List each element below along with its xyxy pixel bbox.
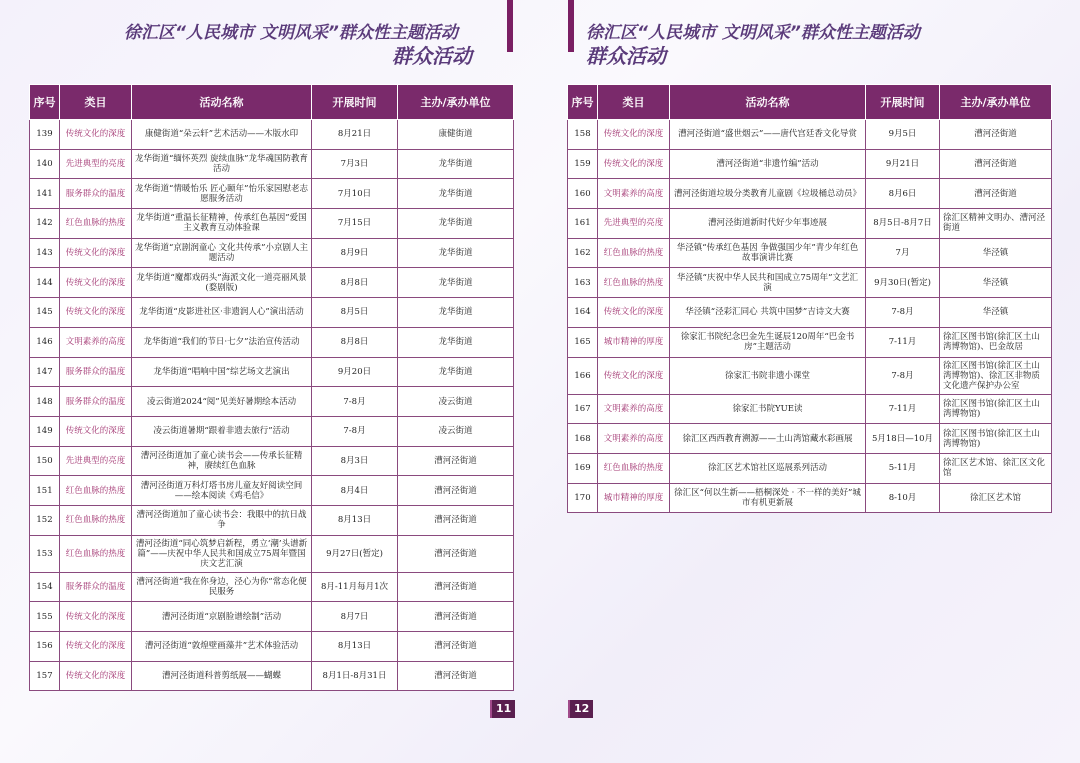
row-number: 142 (30, 209, 60, 239)
row-time: 7-8月 (866, 357, 940, 394)
row-time: 7-8月 (312, 416, 398, 446)
row-time: 8月21日 (312, 120, 398, 150)
row-number: 145 (30, 298, 60, 328)
row-organizer: 龙华街道 (398, 179, 514, 209)
row-organizer: 徐汇区艺术馆、徐汇区文化馆 (940, 453, 1052, 483)
row-category: 传统文化的深度 (598, 298, 670, 328)
row-number: 170 (568, 483, 598, 513)
row-number: 155 (30, 602, 60, 632)
row-organizer: 徐汇区艺术馆 (940, 483, 1052, 513)
row-activity-name: 漕河泾街道“同心筑梦启新程，勇立‘潮’头谱新篇”——庆祝中华人民共和国成立75周年暨国庆文艺汇演 (132, 535, 312, 572)
row-organizer: 龙华街道 (398, 268, 514, 298)
row-activity-name: 龙华街道“重温长征精神，传承红色基因”爱国主义教育互动体验课 (132, 209, 312, 239)
table-row (30, 327, 514, 357)
row-organizer: 漕河泾街道 (940, 120, 1052, 150)
row-activity-name: 凌云街道暑期“跟着非遗去旅行”活动 (132, 416, 312, 446)
row-time: 8月13日 (312, 632, 398, 662)
row-number: 159 (568, 149, 598, 179)
row-number: 141 (30, 179, 60, 209)
row-category: 传统文化的深度 (60, 602, 132, 632)
row-organizer: 漕河泾街道 (398, 661, 514, 691)
row-organizer: 龙华街道 (398, 357, 514, 387)
row-category: 传统文化的深度 (598, 120, 670, 150)
row-number: 168 (568, 424, 598, 454)
row-organizer: 龙华街道 (398, 149, 514, 179)
table-row (568, 238, 1052, 268)
column-header: 序号 (30, 85, 60, 120)
row-activity-name: 徐汇区“何以生新——梧桐深处 · 不一样的美好”城市有机更新展 (670, 483, 866, 513)
table-row (30, 238, 514, 268)
table-row (30, 632, 514, 662)
row-organizer: 康健街道 (398, 120, 514, 150)
title-accent-bar (568, 0, 574, 52)
row-organizer: 漕河泾街道 (398, 632, 514, 662)
activity-table-left (29, 84, 514, 691)
row-organizer: 华泾镇 (940, 238, 1052, 268)
row-number: 162 (568, 238, 598, 268)
column-header: 类目 (598, 85, 670, 120)
table-row (568, 357, 1052, 394)
row-time: 7月3日 (312, 149, 398, 179)
column-header: 主办/承办单位 (940, 85, 1052, 120)
row-category: 红色血脉的热度 (598, 238, 670, 268)
row-time: 8月5日 (312, 298, 398, 328)
row-time: 5月18日—10月 (866, 424, 940, 454)
row-time: 7-11月 (866, 394, 940, 424)
row-number: 157 (30, 661, 60, 691)
row-number: 151 (30, 476, 60, 506)
table-row (30, 298, 514, 328)
row-activity-name: 漕河泾街道“盛世烟云”——唐代宫廷香文化导赏 (670, 120, 866, 150)
row-number: 164 (568, 298, 598, 328)
row-time: 8月5日-8月7日 (866, 209, 940, 239)
table-row (30, 572, 514, 602)
column-header: 类目 (60, 85, 132, 120)
row-organizer: 龙华街道 (398, 209, 514, 239)
row-number: 165 (568, 327, 598, 357)
row-number: 152 (30, 505, 60, 535)
row-category: 传统文化的深度 (60, 238, 132, 268)
row-category: 文明素养的高度 (598, 394, 670, 424)
table-row (30, 268, 514, 298)
title-accent-bar (507, 0, 513, 52)
page-title-line1: 徐汇区“人民城市 文明风采”群众性主题活动 (124, 23, 458, 43)
row-number: 163 (568, 268, 598, 298)
table-row (568, 453, 1052, 483)
row-number: 146 (30, 327, 60, 357)
table-header-row (30, 85, 514, 120)
row-organizer: 龙华街道 (398, 327, 514, 357)
table-row (30, 505, 514, 535)
row-category: 服务群众的温度 (60, 387, 132, 417)
row-organizer: 徐汇区图书馆(徐汇区土山湾博物馆)、巴金故居 (940, 327, 1052, 357)
row-category: 城市精神的厚度 (598, 483, 670, 513)
table-row (568, 268, 1052, 298)
row-category: 传统文化的深度 (598, 149, 670, 179)
row-category: 红色血脉的热度 (60, 535, 132, 572)
column-header: 开展时间 (866, 85, 940, 120)
row-number: 156 (30, 632, 60, 662)
row-activity-name: 龙华街道“缅怀英烈 旋续血脉”龙华魂国防教育活动 (132, 149, 312, 179)
row-organizer: 漕河泾街道 (940, 179, 1052, 209)
row-time: 8月7日 (312, 602, 398, 632)
row-time: 7月15日 (312, 209, 398, 239)
table-row (568, 209, 1052, 239)
column-header: 主办/承办单位 (398, 85, 514, 120)
row-activity-name: 漕河泾街道万科灯塔书房儿童友好阅读空间——绘本阅读《鸡毛信》 (132, 476, 312, 506)
column-header: 活动名称 (670, 85, 866, 120)
row-category: 传统文化的深度 (60, 268, 132, 298)
row-activity-name: 华泾镇“传承红色基因 争做强国少年”青少年红色故事演讲比赛 (670, 238, 866, 268)
row-number: 139 (30, 120, 60, 150)
table-header-row (568, 85, 1052, 120)
table-row (30, 416, 514, 446)
row-category: 传统文化的深度 (598, 357, 670, 394)
page-title-line1: 徐汇区“人民城市 文明风采”群众性主题活动 (586, 23, 920, 43)
row-activity-name: 龙华街道“唱响中国”综艺场文艺演出 (132, 357, 312, 387)
row-category: 传统文化的深度 (60, 298, 132, 328)
row-number: 169 (568, 453, 598, 483)
table-row (568, 298, 1052, 328)
row-organizer: 龙华街道 (398, 298, 514, 328)
row-time: 7-8月 (866, 298, 940, 328)
row-number: 150 (30, 446, 60, 476)
row-time: 8月6日 (866, 179, 940, 209)
row-organizer: 漕河泾街道 (398, 505, 514, 535)
row-number: 158 (568, 120, 598, 150)
activity-table-right (567, 84, 1052, 513)
row-organizer: 龙华街道 (398, 238, 514, 268)
row-activity-name: 凌云街道2024“阅”见美好暑期绘本活动 (132, 387, 312, 417)
row-category: 服务群众的温度 (60, 357, 132, 387)
row-time: 9月21日 (866, 149, 940, 179)
row-organizer: 漕河泾街道 (398, 572, 514, 602)
row-number: 166 (568, 357, 598, 394)
row-category: 传统文化的深度 (60, 632, 132, 662)
row-time: 8月1日-8月31日 (312, 661, 398, 691)
row-category: 先进典型的亮度 (60, 149, 132, 179)
row-number: 154 (30, 572, 60, 602)
table-row (30, 602, 514, 632)
table-row (30, 209, 514, 239)
column-header: 序号 (568, 85, 598, 120)
row-activity-name: 漕河泾街道“京剧脸谱绘制”活动 (132, 602, 312, 632)
row-time: 8月3日 (312, 446, 398, 476)
row-category: 传统文化的深度 (60, 416, 132, 446)
row-activity-name: 龙华街道“京剧润童心 文化共传承”小京剧人主题活动 (132, 238, 312, 268)
row-organizer: 漕河泾街道 (398, 602, 514, 632)
table-row (30, 387, 514, 417)
row-activity-name: 龙华街道“皮影进社区·非遗润人心”演出活动 (132, 298, 312, 328)
table-row (568, 149, 1052, 179)
table-row (568, 179, 1052, 209)
row-category: 服务群众的温度 (60, 179, 132, 209)
row-time: 7月10日 (312, 179, 398, 209)
page-number: 11 (490, 700, 515, 718)
row-time: 8月8日 (312, 268, 398, 298)
table-row (30, 476, 514, 506)
row-category: 传统文化的深度 (60, 661, 132, 691)
row-number: 148 (30, 387, 60, 417)
table-row (30, 535, 514, 572)
row-activity-name: 漕河泾街道加了童心读书会——传承长征精神，赓续红色血脉 (132, 446, 312, 476)
table-row (30, 661, 514, 691)
table-row (30, 357, 514, 387)
row-category: 红色血脉的热度 (598, 453, 670, 483)
row-time: 8月8日 (312, 327, 398, 357)
table-row (30, 179, 514, 209)
row-time: 9月20日 (312, 357, 398, 387)
row-activity-name: 徐家汇书院非遗小课堂 (670, 357, 866, 394)
row-time: 9月27日(暂定) (312, 535, 398, 572)
row-activity-name: 漕河泾街道加了童心读书会：我眼中的抗日战争 (132, 505, 312, 535)
row-organizer: 漕河泾街道 (398, 446, 514, 476)
row-number: 160 (568, 179, 598, 209)
table-row (568, 327, 1052, 357)
column-header: 开展时间 (312, 85, 398, 120)
table-row (30, 120, 514, 150)
row-number: 144 (30, 268, 60, 298)
row-organizer: 漕河泾街道 (398, 476, 514, 506)
column-header: 活动名称 (132, 85, 312, 120)
row-number: 149 (30, 416, 60, 446)
row-time: 9月30日(暂定) (866, 268, 940, 298)
row-activity-name: 徐家汇书院YUE读 (670, 394, 866, 424)
row-time: 8月-11月每月1次 (312, 572, 398, 602)
row-number: 143 (30, 238, 60, 268)
row-category: 服务群众的温度 (60, 572, 132, 602)
row-activity-name: 龙华街道“我们的节日·七夕”法治宣传活动 (132, 327, 312, 357)
row-activity-name: 康健街道“朵云轩”艺术活动——木版水印 (132, 120, 312, 150)
row-time: 7-11月 (866, 327, 940, 357)
table-row (568, 394, 1052, 424)
row-activity-name: 漕河泾街道“我在你身边，泾心为你”常态化便民服务 (132, 572, 312, 602)
row-activity-name: 华泾镇“庆祝中华人民共和国成立75周年”文艺汇演 (670, 268, 866, 298)
table-row (568, 120, 1052, 150)
page-title-line2: 群众活动 (586, 44, 666, 68)
row-number: 153 (30, 535, 60, 572)
row-organizer: 漕河泾街道 (398, 535, 514, 572)
row-time: 7月 (866, 238, 940, 268)
table-row (30, 446, 514, 476)
row-organizer: 华泾镇 (940, 298, 1052, 328)
row-organizer: 华泾镇 (940, 268, 1052, 298)
row-category: 先进典型的亮度 (60, 446, 132, 476)
row-category: 文明素养的高度 (598, 424, 670, 454)
row-category: 城市精神的厚度 (598, 327, 670, 357)
row-activity-name: 龙华街道“情暖怡乐 匠心颐年”怡乐家园慰老志愿服务活动 (132, 179, 312, 209)
row-organizer: 徐汇区图书馆(徐汇区土山湾博物馆) (940, 394, 1052, 424)
row-activity-name: 漕河泾街道垃圾分类教育儿童剧《垃圾桶总动员》 (670, 179, 866, 209)
row-time: 7-8月 (312, 387, 398, 417)
row-organizer: 徐汇区精神文明办、漕河泾街道 (940, 209, 1052, 239)
page-number: 12 (568, 700, 593, 718)
row-category: 传统文化的深度 (60, 120, 132, 150)
row-organizer: 凌云街道 (398, 387, 514, 417)
row-category: 红色血脉的热度 (60, 209, 132, 239)
row-time: 8月4日 (312, 476, 398, 506)
row-category: 文明素养的高度 (598, 179, 670, 209)
table-row (568, 424, 1052, 454)
row-category: 红色血脉的热度 (60, 505, 132, 535)
row-category: 文明素养的高度 (60, 327, 132, 357)
row-activity-name: 徐汇区艺术馆社区巡展系列活动 (670, 453, 866, 483)
row-time: 8月9日 (312, 238, 398, 268)
table-row (30, 149, 514, 179)
row-time: 8-10月 (866, 483, 940, 513)
row-category: 红色血脉的热度 (60, 476, 132, 506)
row-activity-name: 徐汇区西西教育溯源——土山湾馆藏水彩画展 (670, 424, 866, 454)
table-row (568, 483, 1052, 513)
row-organizer: 凌云街道 (398, 416, 514, 446)
row-time: 5-11月 (866, 453, 940, 483)
row-organizer: 徐汇区图书馆(徐汇区土山湾博物馆)、徐汇区非物质文化遗产保护办公室 (940, 357, 1052, 394)
row-time: 8月13日 (312, 505, 398, 535)
row-organizer: 徐汇区图书馆(徐汇区土山湾博物馆) (940, 424, 1052, 454)
row-activity-name: 华泾镇“泾彩汇同心 共筑中国梦”吉诗文大赛 (670, 298, 866, 328)
row-organizer: 漕河泾街道 (940, 149, 1052, 179)
row-number: 167 (568, 394, 598, 424)
row-activity-name: 徐家汇书院纪念巴金先生诞辰120周年“巴金书房”主题活动 (670, 327, 866, 357)
row-activity-name: 漕河泾街道“非遗竹编”活动 (670, 149, 866, 179)
row-time: 9月5日 (866, 120, 940, 150)
row-category: 红色血脉的热度 (598, 268, 670, 298)
row-activity-name: 漕河泾街道“敦煌壁画藻井”艺术体验活动 (132, 632, 312, 662)
row-number: 140 (30, 149, 60, 179)
row-number: 161 (568, 209, 598, 239)
row-activity-name: 龙华街道“魔都戏码头”海派文化一道亮丽风景(婺剧版) (132, 268, 312, 298)
page-title-line2: 群众活动 (392, 44, 472, 68)
row-activity-name: 漕河泾街道新时代好少年事迹展 (670, 209, 866, 239)
row-activity-name: 漕河泾街道科普剪纸展——蝴蝶 (132, 661, 312, 691)
row-category: 先进典型的亮度 (598, 209, 670, 239)
row-number: 147 (30, 357, 60, 387)
